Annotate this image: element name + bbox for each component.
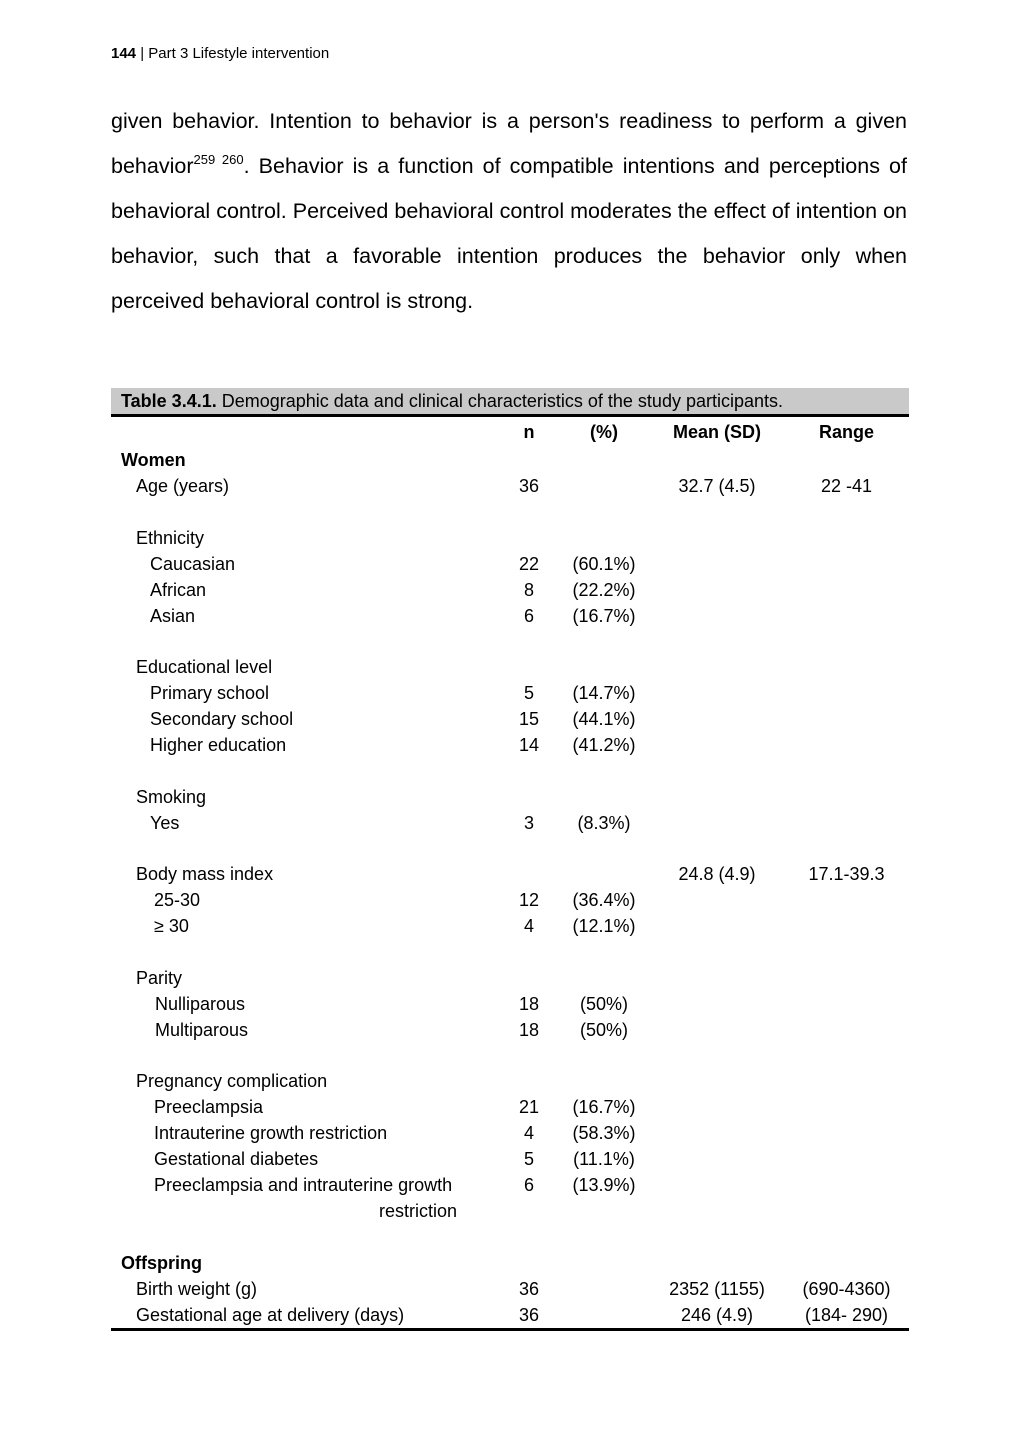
row-label: ≥ 30 (154, 916, 189, 936)
cell-n: 4 (523, 916, 534, 936)
col-header-range: Range (818, 422, 874, 442)
cell-n: 36 (500, 1302, 558, 1330)
cell-pct: (22.2%) (572, 579, 636, 600)
column-header-row (111, 417, 909, 447)
cell-mean: 246 (4.9) (650, 1302, 784, 1330)
cell-mean: 24.8 (4.9) (678, 864, 756, 884)
row-label: Multiparous (155, 1019, 249, 1040)
section-title-women: Women (121, 450, 186, 470)
cell-n: 14 (518, 735, 540, 755)
cell-n: 4 (523, 1123, 534, 1143)
table-row (111, 473, 909, 499)
table-row-continuation (111, 1198, 909, 1224)
cell-range: (690-4360) (802, 1278, 891, 1299)
cell-n: 22 (518, 553, 540, 574)
group-title-row (111, 525, 909, 551)
row-label: 25-30 (154, 890, 201, 910)
table-row (111, 1302, 909, 1330)
row-label: Primary school (150, 683, 270, 703)
table-row (111, 1120, 909, 1146)
cell-range: (184- 290) (784, 1302, 909, 1330)
running-header (111, 44, 329, 64)
table-row (111, 913, 909, 939)
table-row (111, 1172, 909, 1198)
row-label: Higher education (150, 735, 287, 755)
cell-mean: 32.7 (4.5) (678, 476, 756, 496)
table-row (111, 680, 909, 706)
cell-n: 5 (523, 683, 534, 703)
cell-pct: (58.3%) (572, 1123, 636, 1143)
table-row (111, 732, 909, 758)
caption-label: Table 3.4.1. (121, 391, 217, 411)
paragraph-part1: given behavior. Intention to behavior is a person's readiness to perform a given behavior (111, 109, 907, 178)
cell-n: 6 (523, 1175, 534, 1195)
cell-pct: (41.2%) (572, 735, 636, 755)
row-label-continuation: restriction (378, 1201, 457, 1221)
row-label: Caucasian (150, 553, 236, 574)
cell-n: 18 (518, 993, 540, 1014)
cell-pct: (16.7%) (572, 1097, 636, 1117)
group-title-row (111, 784, 909, 810)
cell-pct: (44.1%) (572, 709, 636, 729)
cell-n: 12 (518, 890, 540, 910)
cell-n: 5 (523, 1149, 534, 1169)
cell-n: 36 (518, 1278, 540, 1299)
table-caption (111, 388, 909, 417)
table-row (111, 603, 909, 629)
cell-n: 8 (523, 579, 534, 600)
section-row-offspring (111, 1250, 909, 1276)
table-row (111, 1276, 909, 1302)
cell-n: 36 (518, 476, 540, 496)
cell-n: 3 (523, 812, 534, 833)
row-label: Birth weight (g) (136, 1278, 258, 1299)
col-header-n: n (523, 422, 535, 442)
row-label: Asian (150, 605, 196, 626)
cell-n: 6 (523, 605, 534, 626)
table-row (111, 1094, 909, 1120)
cell-range: 17.1-39.3 (808, 864, 885, 884)
table-row (111, 577, 909, 603)
data-table (111, 417, 909, 1331)
row-label: Nulliparous (155, 993, 246, 1014)
col-header-mean: Mean (SD) (672, 422, 761, 442)
group-title-row (111, 965, 909, 991)
table-row (111, 551, 909, 577)
header-separator: | (140, 45, 145, 62)
group-title: Pregnancy complication (136, 1071, 328, 1091)
cell-pct: (12.1%) (572, 916, 636, 936)
group-title: Parity (136, 967, 183, 988)
row-label: Age (years) (136, 476, 230, 496)
row-label: Preeclampsia (154, 1097, 264, 1117)
cell-pct: (13.9%) (572, 1175, 636, 1195)
cell-pct: (50%) (579, 1019, 628, 1040)
row-label: Yes (150, 812, 180, 833)
row-label: Gestational diabetes (154, 1149, 319, 1169)
cell-pct: (60.1%) (572, 553, 636, 574)
cell-n: 18 (518, 1019, 540, 1040)
cell-pct: (8.3%) (577, 812, 631, 833)
table-row (111, 1146, 909, 1172)
cell-n: 15 (518, 709, 540, 729)
cell-pct: (36.4%) (572, 890, 636, 910)
page-number: 144 (111, 45, 137, 62)
row-label: Gestational age at delivery (days) (111, 1302, 500, 1330)
paragraph-part2: . Behavior is a function of compatible intentions and perceptions of behavioral control. Perceived behavioral control moderates the effect of intention on behavior, such that a favorable intention produces the behavior only when perceived behavioral control is strong. (111, 154, 907, 313)
cell-pct: (14.7%) (572, 683, 636, 703)
cell-pct: (16.7%) (572, 605, 636, 626)
group-title: Body mass index (136, 864, 274, 884)
cell-mean: 2352 (1155) (669, 1278, 765, 1299)
row-label: Intrauterine growth restriction (154, 1123, 388, 1143)
cell-pct: (50%) (579, 993, 628, 1014)
table-row (111, 991, 909, 1017)
table-row (111, 706, 909, 732)
caption-text: Demographic data and clinical characteristics of the study participants. (216, 391, 783, 411)
cell-n: 21 (518, 1097, 540, 1117)
section-row-women (111, 447, 909, 473)
group-title: Educational level (136, 657, 273, 677)
cell-pct: (11.1%) (573, 1149, 635, 1169)
table-row (111, 887, 909, 913)
group-title: Smoking (136, 786, 207, 807)
body-paragraph (111, 99, 907, 324)
row-label: Preeclampsia and intrauterine growth (154, 1175, 453, 1195)
row-label: African (150, 579, 207, 600)
row-label: Secondary school (150, 709, 294, 729)
citation-superscript: 259 260 (193, 152, 244, 167)
table-row (111, 1017, 909, 1043)
group-title-row (111, 861, 909, 887)
group-title-row (111, 654, 909, 680)
cell-range: 22 -41 (820, 476, 873, 496)
section-title-offspring: Offspring (121, 1252, 202, 1273)
group-title: Ethnicity (136, 527, 205, 548)
header-section: Part 3 Lifestyle intervention (148, 45, 330, 62)
demographics-table (111, 388, 909, 1331)
table-row (111, 810, 909, 836)
col-header-pct: (%) (590, 422, 618, 442)
group-title-row (111, 1068, 909, 1094)
